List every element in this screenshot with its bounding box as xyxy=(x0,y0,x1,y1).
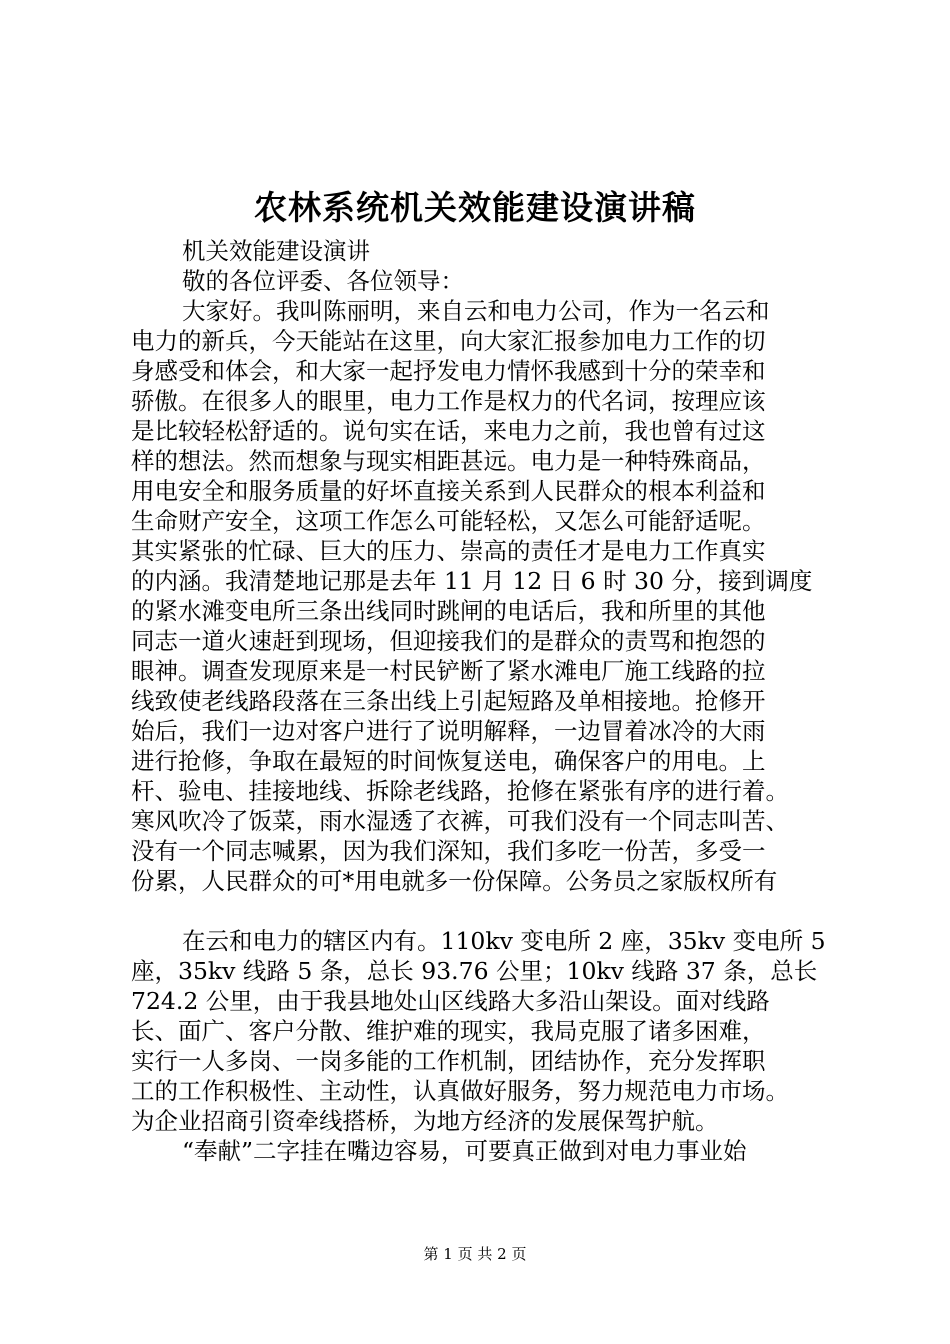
text-line: 生命财产安全，这项工作怎么可能轻松，又怎么可能舒适呢。 xyxy=(131,507,766,535)
text-line: 同志一道火速赶到现场，但迎接我们的是群众的责骂和抱怨的 xyxy=(131,627,766,655)
text-line: 长、面广、客户分散、维护难的现实，我局克服了诸多困难， xyxy=(131,1017,766,1045)
text-line: 的紧水滩变电所三条出线同时跳闸的电话后，我和所里的其他 xyxy=(131,597,766,625)
text-line: 用电安全和服务质量的好坏直接关系到人民群众的根本利益和 xyxy=(131,477,766,505)
text-line: 线致使老线路段落在三条出线上引起短路及单相接地。抢修开 xyxy=(131,687,766,715)
document-body xyxy=(131,236,831,1166)
salutation-line: 敬的各位评委、各位领导： xyxy=(182,267,464,295)
text-line: “奉献”二字挂在嘴边容易，可要真正做到对电力事业始 xyxy=(182,1137,747,1165)
text-line: 份累，人民群众的可*用电就多一份保障。公务员之家版权所有 xyxy=(131,867,778,895)
text-line: 没有一个同志喊累，因为我们深知，我们多吃一份苦，多受一 xyxy=(131,837,766,865)
text-line: 座，35kv 线路 5 条，总长 93.76 公里；10kv 线路 37 条，总长 xyxy=(131,957,818,985)
text-line: 进行抢修，争取在最短的时间恢复送电，确保客户的用电。上 xyxy=(131,747,766,775)
text-line: 身感受和体会，和大家一起抒发电力情怀我感到十分的荣幸和 xyxy=(131,357,766,385)
text-line: 实行一人多岗、一岗多能的工作机制，团结协作，充分发挥职 xyxy=(131,1047,766,1075)
paragraph-1 xyxy=(131,296,831,896)
text-line: 在云和电力的辖区内有。110kv 变电所 2 座，35kv 变电所 5 xyxy=(182,927,826,955)
text-line: 大家好。我叫陈丽明，来自云和电力公司，作为一名云和 xyxy=(182,297,770,325)
page-number: 第 1 页 共 2 页 xyxy=(423,1245,527,1263)
text-line: 寒风吹冷了饭菜，雨水湿透了衣裤，可我们没有一个同志叫苦、 xyxy=(131,807,789,835)
paragraph-2 xyxy=(131,926,831,1136)
text-line: 始后，我们一边对客户进行了说明解释，一边冒着冰冷的大雨 xyxy=(131,717,766,745)
text-line: 的内涵。我清楚地记那是去年 11 月 12 日 6 时 30 分，接到调度 xyxy=(131,567,813,595)
text-line: 样的想法。然而想象与现实相距甚远。电力是一种特殊商品， xyxy=(131,447,766,475)
text-line: 是比较轻松舒适的。说句实在话，来电力之前，我也曾有过这 xyxy=(131,417,766,445)
document-title: 农林系统机关效能建设演讲稿 xyxy=(254,188,696,227)
text-line: 骄傲。在很多人的眼里，电力工作是权力的代名词，按理应该 xyxy=(131,387,766,415)
text-line: 工的工作积极性、主动性，认真做好服务，努力规范电力市场。 xyxy=(131,1077,789,1105)
paragraph-3 xyxy=(131,1136,831,1166)
paragraph-spacer xyxy=(131,896,831,926)
text-line: 724.2 公里，由于我县地处山区线路大多沿山架设。面对线路 xyxy=(131,987,770,1015)
text-line: 眼神。调查发现原来是一村民铲断了紧水滩电厂施工线路的拉 xyxy=(131,657,766,685)
subtitle-line: 机关效能建设演讲 xyxy=(182,237,370,265)
text-line: 杆、验电、挂接地线、拆除老线路，抢修在紧张有序的进行着。 xyxy=(131,777,789,805)
text-line: 为企业招商引资牵线搭桥，为地方经济的发展保驾护航。 xyxy=(131,1107,719,1135)
text-line: 电力的新兵，今天能站在这里，向大家汇报参加电力工作的切 xyxy=(131,327,766,355)
text-line: 其实紧张的忙碌、巨大的压力、崇高的责任才是电力工作真实 xyxy=(131,537,766,565)
